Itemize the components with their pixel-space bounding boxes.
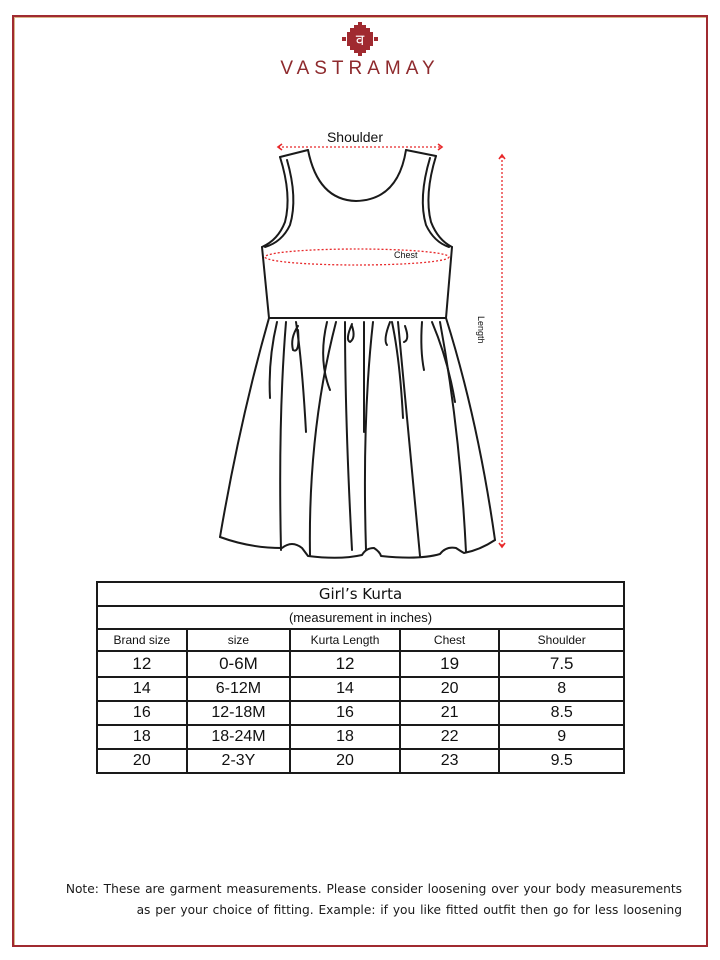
- measure-lines: [265, 147, 502, 546]
- cell-kurta-length: 20: [290, 749, 400, 773]
- column-header-chest: Chest: [400, 629, 500, 651]
- cell-kurta-length: 12: [290, 651, 400, 677]
- cell-chest: 22: [400, 725, 500, 749]
- cell-shoulder: 9.5: [499, 749, 624, 773]
- cell-size: 2-3Y: [187, 749, 291, 773]
- table-header-row: [97, 629, 624, 651]
- note-line-1: Note: These are garment measurements. Please consider loosening over your body measurements: [65, 882, 682, 896]
- table-row: [97, 651, 624, 677]
- cell-size: 12-18M: [187, 701, 291, 725]
- cell-shoulder: 8: [499, 677, 624, 701]
- cell-brand-size: 18: [97, 725, 187, 749]
- cell-kurta-length: 16: [290, 701, 400, 725]
- svg-text:व: व: [355, 31, 365, 49]
- cell-shoulder: 7.5: [499, 651, 624, 677]
- cell-chest: 19: [400, 651, 500, 677]
- chest-label: Chest: [394, 250, 418, 260]
- dress-outline: [220, 150, 495, 558]
- cell-brand-size: 14: [97, 677, 187, 701]
- fit-note: [30, 879, 682, 921]
- cell-chest: 20: [400, 677, 500, 701]
- cell-chest: 21: [400, 701, 500, 725]
- table-title-row: [97, 582, 624, 606]
- note-line-2: as per your choice of fitting. Example: if you like fitted outfit then go for less loosening: [136, 903, 682, 917]
- size-chart-table: [96, 581, 625, 774]
- cell-size: 6-12M: [187, 677, 291, 701]
- shoulder-label: Shoulder: [326, 129, 384, 145]
- table-row: [97, 677, 624, 701]
- column-header-kurta-length: Kurta Length: [290, 629, 400, 651]
- cell-size: 18-24M: [187, 725, 291, 749]
- cell-kurta-length: 18: [290, 725, 400, 749]
- cell-shoulder: 8.5: [499, 701, 624, 725]
- table-subtitle: (measurement in inches): [97, 606, 624, 629]
- brand-name: VASTRAMAY: [280, 58, 440, 79]
- column-header-brand-size: Brand size: [97, 629, 187, 651]
- cell-kurta-length: 14: [290, 677, 400, 701]
- cell-shoulder: 9: [499, 725, 624, 749]
- table-row: [97, 725, 624, 749]
- table-row: [97, 701, 624, 725]
- length-label: Length: [476, 316, 486, 344]
- cell-brand-size: 12: [97, 651, 187, 677]
- cell-chest: 23: [400, 749, 500, 773]
- table-row: [97, 749, 624, 773]
- column-header-size: size: [187, 629, 291, 651]
- cell-brand-size: 16: [97, 701, 187, 725]
- table-subtitle-row: [97, 606, 624, 629]
- table-title: Girl’s Kurta: [97, 582, 624, 606]
- column-header-shoulder: Shoulder: [499, 629, 624, 651]
- cell-size: 0-6M: [187, 651, 291, 677]
- cell-brand-size: 20: [97, 749, 187, 773]
